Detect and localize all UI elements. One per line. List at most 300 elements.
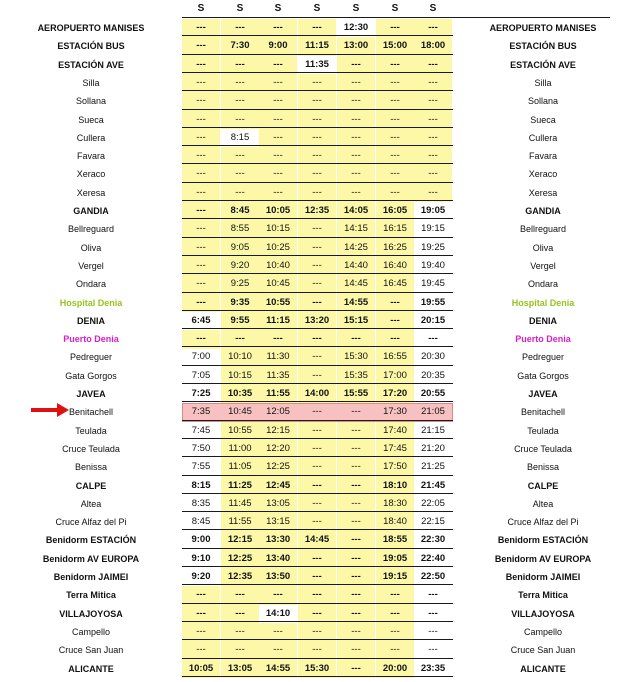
time-cell: --- — [351, 333, 361, 345]
time-cell: --- — [390, 76, 400, 88]
time-cell: 21:15 — [421, 424, 445, 436]
time-cell: 7:25 — [191, 388, 211, 399]
time-cell: --- — [196, 223, 206, 235]
time-cell: 11:45 — [228, 497, 252, 509]
time-cell: 12:35 — [227, 571, 253, 582]
time-cell: --- — [351, 534, 361, 546]
time-cell: 9:05 — [230, 241, 250, 253]
time-cell: 7:30 — [230, 40, 250, 52]
time-cell: --- — [235, 589, 245, 601]
time-cell: --- — [312, 607, 322, 619]
time-cell: 14:25 — [344, 241, 368, 253]
stop-name-left: Bellreguard — [67, 224, 115, 235]
time-cell: 18:00 — [420, 40, 446, 52]
time-cell: 15:00 — [382, 40, 408, 52]
time-cell: --- — [235, 186, 245, 198]
stop-name-left: Sueca — [78, 114, 104, 125]
time-cell: 15:55 — [343, 388, 369, 399]
time-cell: --- — [428, 95, 438, 107]
time-cell: --- — [273, 644, 283, 656]
time-cell: --- — [312, 442, 322, 454]
time-cell: 22:40 — [420, 552, 446, 564]
time-cell: --- — [351, 479, 361, 491]
time-cell: 12:15 — [266, 424, 290, 436]
time-cell: --- — [351, 461, 361, 473]
row-rule — [182, 566, 453, 567]
time-cell: --- — [312, 571, 322, 582]
time-cell: 7:55 — [191, 461, 211, 473]
time-cell: --- — [312, 333, 322, 345]
time-cell: --- — [312, 150, 322, 162]
time-cell: 12:30 — [343, 22, 369, 33]
stop-name-right: Terra Mitica — [518, 590, 568, 601]
row-rule — [182, 676, 453, 677]
time-cell: 11:35 — [266, 369, 290, 381]
stop-name-left: Hospital Denia — [59, 297, 123, 308]
time-cell: --- — [351, 607, 361, 619]
time-cell: --- — [428, 131, 438, 143]
row-rule — [182, 90, 453, 91]
time-cell: --- — [351, 406, 361, 418]
row-rule — [182, 72, 453, 73]
time-cell: --- — [196, 76, 206, 88]
stop-name-left: Gata Gorgos — [65, 370, 117, 381]
row-rule — [182, 346, 453, 347]
row-rule — [182, 255, 453, 256]
time-cell: 20:30 — [421, 351, 445, 363]
day-header: S — [197, 3, 205, 14]
stop-name-left: Cullera — [76, 132, 106, 143]
stop-name-right: Benissa — [526, 462, 560, 473]
time-cell: 11:55 — [266, 388, 290, 399]
row-rule — [182, 621, 453, 622]
time-cell: 12:25 — [227, 552, 253, 564]
time-cell: 9:55 — [230, 314, 250, 326]
time-cell: --- — [196, 333, 206, 345]
stop-name-right: DENIA — [528, 315, 557, 326]
time-cell: --- — [351, 131, 361, 143]
time-cell: --- — [390, 95, 400, 107]
stop-name-left: Benissa — [74, 462, 108, 473]
stop-name-left: AEROPUERTO MANISES — [37, 23, 145, 33]
time-cell: --- — [351, 662, 361, 674]
time-cell: 15:35 — [344, 369, 368, 381]
time-cell: 10:25 — [266, 241, 290, 253]
time-cell: 16:15 — [383, 223, 407, 235]
time-cell: 9:25 — [230, 278, 250, 290]
time-cell: --- — [312, 516, 322, 528]
time-cell: 7:05 — [191, 369, 211, 381]
stop-name-left: Favara — [76, 151, 105, 162]
time-cell: 17:40 — [383, 424, 407, 436]
stop-name-right: Pedreguer — [521, 352, 565, 363]
time-cell: 19:55 — [420, 296, 446, 308]
time-cell: --- — [428, 22, 438, 33]
stop-name-left: Benidorm ESTACIÓN — [45, 535, 137, 546]
stop-name-right: Benitachell — [520, 407, 566, 418]
stop-name-left: Benidorm JAIMEI — [53, 572, 129, 582]
time-cell: 13:00 — [343, 40, 369, 52]
time-cell: 10:45 — [228, 406, 252, 418]
time-cell: 20:55 — [420, 388, 446, 399]
time-cell: --- — [351, 424, 361, 436]
stop-name-right: Cruce San Juan — [510, 645, 576, 656]
time-cell: --- — [312, 131, 322, 143]
time-cell: 22:05 — [421, 497, 445, 509]
time-cell: 21:25 — [421, 461, 445, 473]
time-cell: --- — [196, 607, 206, 619]
time-cell: --- — [428, 76, 438, 88]
time-cell: 20:35 — [421, 369, 445, 381]
row-rule — [182, 35, 453, 36]
time-cell: --- — [235, 22, 245, 33]
time-cell: 17:45 — [383, 442, 407, 454]
stop-name-left: GANDIA — [73, 206, 109, 216]
row-rule — [182, 456, 453, 457]
time-cell: --- — [390, 333, 400, 345]
time-cell: 11:30 — [266, 351, 290, 363]
row-rule — [182, 401, 453, 402]
time-cell: 14:00 — [304, 388, 330, 399]
time-cell: --- — [196, 150, 206, 162]
time-cell: 12:05 — [266, 406, 290, 418]
stop-name-left: Sollana — [75, 96, 107, 107]
time-cell: --- — [351, 589, 361, 601]
time-cell: --- — [273, 22, 283, 33]
stop-name-right: Altea — [532, 498, 554, 509]
table-top-line — [182, 17, 453, 18]
stop-name-right: Puerto Denia — [515, 334, 571, 345]
stop-name-left: Pedreguer — [69, 352, 113, 363]
stop-name-right: Campello — [523, 626, 563, 637]
time-cell: 22:30 — [420, 534, 446, 546]
row-rule — [182, 328, 453, 329]
time-cell: --- — [390, 22, 400, 33]
time-cell: --- — [312, 259, 322, 271]
time-cell: 17:00 — [383, 369, 407, 381]
time-cell: --- — [196, 95, 206, 107]
time-cell: 17:20 — [382, 388, 408, 399]
time-cell: --- — [235, 113, 245, 125]
time-cell: 20:00 — [382, 662, 408, 674]
time-cell: 14:55 — [265, 662, 291, 674]
time-cell: --- — [428, 333, 438, 345]
stop-name-left: Teulada — [75, 425, 107, 436]
time-cell: 13:40 — [265, 552, 291, 564]
time-cell: --- — [312, 424, 322, 436]
time-cell: --- — [196, 241, 206, 253]
stop-name-right: Favara — [528, 151, 557, 162]
time-cell: --- — [312, 552, 322, 564]
time-cell: --- — [351, 95, 361, 107]
time-cell: --- — [196, 22, 206, 33]
time-cell: 15:30 — [344, 351, 368, 363]
right-top-line — [452, 17, 610, 18]
time-cell: --- — [312, 22, 322, 33]
time-cell: 8:45 — [191, 516, 211, 528]
stop-name-left: Silla — [82, 77, 100, 88]
time-cell: 12:25 — [266, 461, 290, 473]
time-cell: 10:05 — [265, 205, 291, 216]
time-cell: --- — [351, 644, 361, 656]
row-rule — [182, 237, 453, 238]
time-cell: 18:30 — [383, 497, 407, 509]
time-cell: --- — [273, 131, 283, 143]
stop-name-left: ESTACIÓN AVE — [58, 59, 124, 70]
time-cell: --- — [196, 113, 206, 125]
time-cell: 14:40 — [344, 259, 368, 271]
time-cell: --- — [390, 131, 400, 143]
row-rule — [182, 310, 453, 311]
time-cell: --- — [196, 168, 206, 180]
stop-name-left: Oliva — [80, 242, 102, 253]
day-header: S — [352, 3, 360, 14]
stop-name-left: ALICANTE — [68, 663, 114, 674]
stop-name-right: VILLAJOYOSA — [511, 608, 575, 619]
day-header: S — [274, 3, 282, 14]
stop-name-right: ESTACIÓN AVE — [510, 59, 576, 70]
time-cell: 11:15 — [266, 314, 290, 326]
time-cell: 18:40 — [383, 516, 407, 528]
row-rule — [182, 548, 453, 549]
time-cell: 14:05 — [343, 205, 369, 216]
time-cell: 18:10 — [382, 479, 408, 491]
time-cell: 10:35 — [227, 388, 253, 399]
time-cell: --- — [390, 150, 400, 162]
time-cell: --- — [196, 278, 206, 290]
stop-name-right: Xeresa — [528, 187, 558, 198]
time-cell: 16:25 — [383, 241, 407, 253]
time-cell: 18:55 — [382, 534, 408, 546]
time-cell: --- — [273, 186, 283, 198]
row-rule — [182, 54, 453, 55]
time-cell: 10:05 — [188, 662, 214, 674]
time-cell: 21:20 — [421, 442, 445, 454]
row-rule — [182, 475, 453, 476]
stop-name-left: Cruce San Juan — [58, 645, 124, 656]
time-cell: 16:40 — [383, 259, 407, 271]
time-cell: --- — [235, 150, 245, 162]
time-cell: 13:05 — [266, 497, 290, 509]
time-cell: 19:15 — [382, 571, 408, 582]
time-cell: --- — [273, 95, 283, 107]
time-cell: --- — [390, 296, 400, 308]
time-cell: 17:30 — [383, 406, 407, 418]
stop-name-right: Xeraco — [528, 169, 558, 180]
time-cell: 7:50 — [191, 442, 211, 454]
time-cell: --- — [196, 205, 206, 216]
time-cell: --- — [351, 497, 361, 509]
time-cell: --- — [235, 333, 245, 345]
stop-name-right: Ondara — [527, 279, 559, 290]
time-cell: --- — [428, 607, 438, 619]
time-cell: --- — [273, 168, 283, 180]
time-cell: --- — [428, 589, 438, 601]
time-cell: 10:55 — [265, 296, 291, 308]
time-cell: 8:15 — [230, 131, 250, 143]
time-cell: 11:35 — [305, 58, 329, 70]
time-cell: --- — [428, 168, 438, 180]
time-cell: --- — [390, 314, 400, 326]
time-cell: 11:25 — [228, 479, 252, 491]
stop-name-left: Campello — [71, 626, 111, 637]
stop-name-right: AEROPUERTO MANISES — [489, 23, 597, 33]
time-cell: 11:00 — [228, 442, 252, 454]
time-cell: 16:55 — [383, 351, 407, 363]
time-cell: --- — [312, 76, 322, 88]
day-header: S — [429, 3, 437, 14]
time-cell: --- — [196, 40, 206, 52]
time-cell: --- — [312, 461, 322, 473]
time-cell: 10:40 — [266, 259, 290, 271]
row-rule — [182, 658, 453, 659]
time-cell: --- — [312, 296, 322, 308]
time-cell: 12:35 — [304, 205, 330, 216]
row-rule — [182, 200, 453, 201]
day-header: S — [391, 3, 399, 14]
time-cell: --- — [351, 150, 361, 162]
time-cell: 9:00 — [191, 534, 211, 546]
stop-name-left: CALPE — [75, 480, 107, 491]
stop-name-left: Xeraco — [76, 169, 106, 180]
time-cell: --- — [351, 516, 361, 528]
row-rule — [182, 383, 453, 384]
day-header: S — [236, 3, 244, 14]
stop-name-right: Sollana — [527, 96, 559, 107]
row-rule — [182, 365, 453, 366]
time-cell: --- — [196, 186, 206, 198]
time-cell: --- — [351, 625, 361, 637]
stop-name-left: Cruce Teulada — [62, 443, 120, 454]
time-cell: --- — [312, 278, 322, 290]
time-cell: --- — [428, 150, 438, 162]
time-cell: --- — [312, 95, 322, 107]
time-cell: --- — [235, 168, 245, 180]
time-cell: 8:45 — [230, 205, 250, 216]
time-cell: --- — [351, 76, 361, 88]
time-cell: --- — [273, 589, 283, 601]
row-rule — [182, 584, 453, 585]
row-rule — [182, 163, 453, 164]
time-cell: --- — [235, 607, 245, 619]
stop-name-left: Benitachell — [68, 407, 114, 418]
row-rule — [182, 511, 453, 512]
stop-name-left: DENIA — [76, 315, 105, 326]
stop-name-right: Cruce Teulada — [514, 443, 572, 454]
time-cell: --- — [428, 644, 438, 656]
stop-name-right: Gata Gorgos — [517, 370, 569, 381]
time-cell: 11:15 — [305, 40, 329, 52]
time-cell: 11:05 — [228, 461, 252, 473]
stop-name-left: ESTACIÓN BUS — [57, 41, 125, 52]
time-cell: --- — [390, 607, 400, 619]
time-cell: --- — [351, 58, 361, 70]
time-cell: --- — [390, 625, 400, 637]
time-cell: --- — [312, 625, 322, 637]
time-cell: 22:50 — [420, 571, 446, 582]
stop-name-right: Teulada — [527, 425, 559, 436]
time-cell: 13:05 — [227, 662, 253, 674]
row-rule — [182, 292, 453, 293]
row-rule — [182, 438, 453, 439]
time-cell: --- — [312, 113, 322, 125]
time-cell: 7:45 — [191, 424, 211, 436]
time-cell: 8:15 — [191, 479, 211, 491]
time-cell: --- — [312, 369, 322, 381]
time-cell: --- — [312, 497, 322, 509]
time-cell: 13:20 — [304, 314, 330, 326]
stop-name-left: Terra Mitica — [66, 590, 116, 601]
row-rule — [182, 145, 453, 146]
time-cell: --- — [390, 58, 400, 70]
time-cell: --- — [390, 186, 400, 198]
time-cell: --- — [196, 259, 206, 271]
time-cell: --- — [312, 186, 322, 198]
row-rule — [182, 639, 453, 640]
time-cell: --- — [390, 589, 400, 601]
stop-name-right: Cruce Alfaz del Pi — [507, 517, 579, 528]
time-cell: --- — [273, 76, 283, 88]
time-cell: 16:05 — [382, 205, 408, 216]
time-cell: 15:15 — [343, 314, 369, 326]
time-cell: 8:55 — [230, 223, 250, 235]
time-cell: 10:10 — [228, 351, 252, 363]
stop-name-left: Vergel — [78, 260, 104, 271]
row-rule — [182, 603, 453, 604]
time-cell: --- — [390, 168, 400, 180]
time-cell: --- — [351, 442, 361, 454]
stop-name-left: Altea — [80, 498, 102, 509]
time-cell: 9:20 — [230, 259, 250, 271]
time-cell: 6:45 — [191, 314, 211, 326]
time-cell: 23:35 — [420, 662, 446, 674]
time-cell: 12:20 — [266, 442, 290, 454]
stop-name-left: Benidorm AV EUROPA — [42, 553, 140, 564]
time-cell: --- — [351, 552, 361, 564]
stop-name-left: Cruce Alfaz del Pi — [55, 517, 127, 528]
time-cell: --- — [351, 113, 361, 125]
stop-name-right: CALPE — [527, 480, 559, 491]
stop-name-right: GANDIA — [525, 206, 561, 216]
time-cell: 19:05 — [382, 552, 408, 564]
time-cell: --- — [428, 186, 438, 198]
time-cell: 22:15 — [421, 516, 445, 528]
time-cell: --- — [196, 58, 206, 70]
time-cell: --- — [196, 644, 206, 656]
stop-name-left: JAVEA — [76, 389, 106, 399]
time-cell: --- — [196, 625, 206, 637]
time-cell: --- — [351, 168, 361, 180]
time-cell: 13:50 — [265, 571, 291, 582]
time-cell: 14:15 — [344, 223, 368, 235]
stop-name-right: JAVEA — [528, 389, 558, 399]
stop-name-right: Benidorm AV EUROPA — [494, 553, 592, 564]
time-cell: --- — [351, 186, 361, 198]
time-cell: 21:45 — [420, 479, 446, 491]
time-cell: 9:20 — [191, 571, 211, 582]
time-cell: 19:40 — [421, 259, 445, 271]
stop-name-left: VILLAJOYOSA — [59, 608, 123, 619]
time-cell: --- — [196, 296, 206, 308]
time-cell: 9:35 — [230, 296, 250, 308]
day-header: S — [313, 3, 321, 14]
time-cell: --- — [235, 76, 245, 88]
time-cell: --- — [312, 644, 322, 656]
stop-name-right: Benidorm JAIMEI — [505, 572, 581, 582]
stop-name-left: Xeresa — [76, 187, 106, 198]
time-cell: 10:15 — [228, 369, 252, 381]
time-cell: 9:10 — [191, 552, 211, 564]
